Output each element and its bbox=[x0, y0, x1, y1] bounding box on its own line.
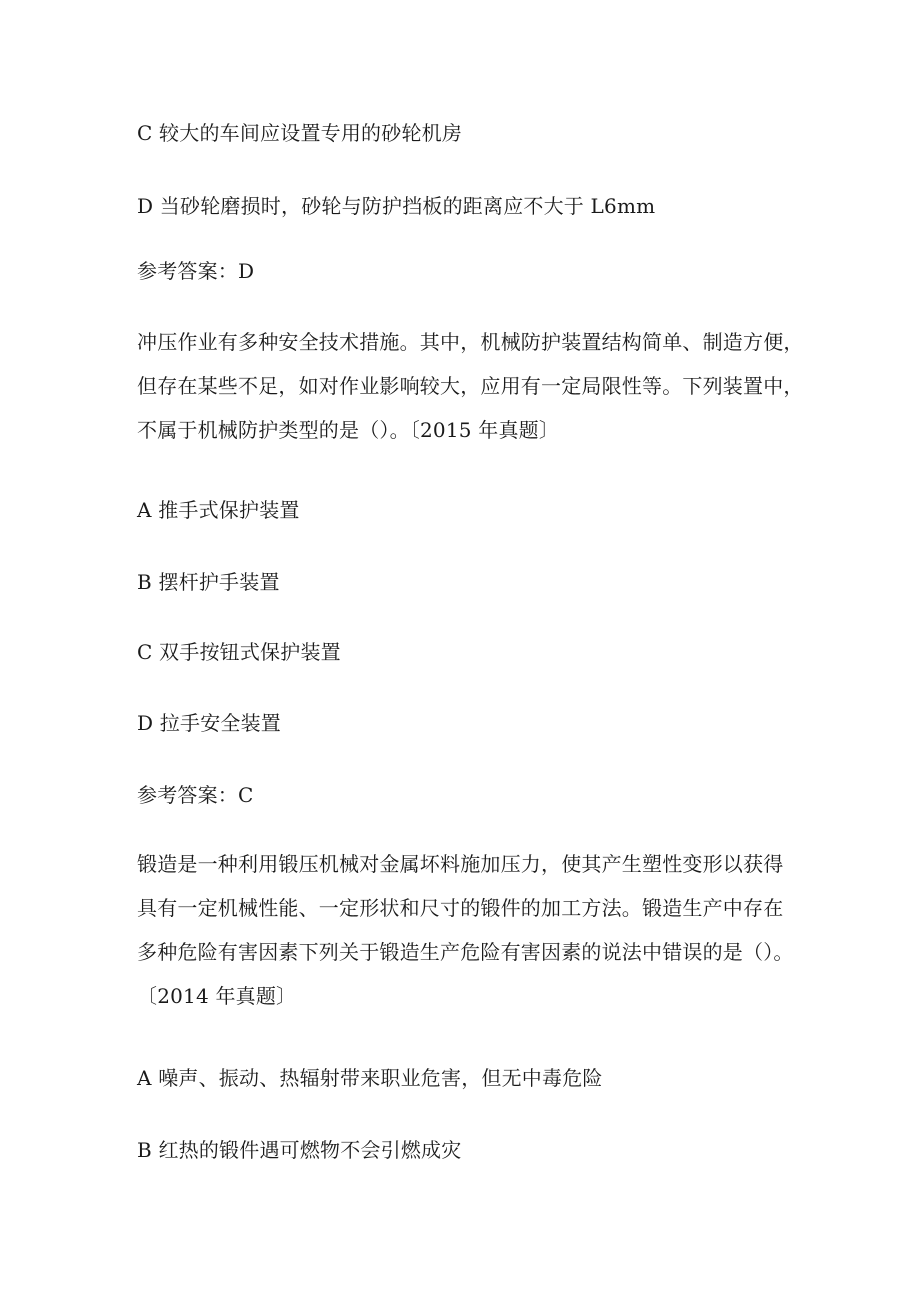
stem-line: 多种危险有害因素下列关于锻造生产危险有害因素的说法中错误的是（）。 bbox=[137, 940, 794, 964]
stem-line: 但存在某些不足，如对作业影响较大，应用有一定局限性等。下列装置中， bbox=[137, 374, 804, 398]
stem-line: 〔2014 年真题〕 bbox=[137, 984, 297, 1008]
stem-line: 具有一定机械性能、一定形状和尺寸的锻件的加工方法。锻造生产中存在 bbox=[137, 896, 784, 920]
stem-line: 冲压作业有多种安全技术措施。其中，机械防护装置结构简单、制造方便， bbox=[137, 330, 804, 354]
option-b-stamping: B 摆杆护手装置 bbox=[137, 570, 280, 594]
question-forging-stem bbox=[137, 842, 817, 1018]
option-a-stamping: A 推手式保护装置 bbox=[137, 498, 300, 522]
option-a-forging: A 噪声、振动、热辐射带来职业危害，但无中毒危险 bbox=[137, 1066, 603, 1090]
option-d-stamping: D 拉手安全装置 bbox=[137, 711, 281, 735]
option-c-prev-question: C 较大的车间应设置专用的砂轮机房 bbox=[137, 121, 463, 145]
question-stamping-stem bbox=[137, 320, 817, 452]
answer-prev-question: 参考答案：D bbox=[137, 259, 255, 283]
stem-line: 锻造是一种利用锻压机械对金属坏料施加压力，使其产生塑性变形以获得 bbox=[137, 852, 784, 876]
answer-stamping: 参考答案：C bbox=[137, 783, 254, 807]
stem-line: 不属于机械防护类型的是（）。〔2015 年真题〕 bbox=[137, 418, 560, 442]
option-d-prev-question: D 当砂轮磨损时，砂轮与防护挡板的距离应不大于 L6mm bbox=[137, 194, 656, 218]
option-c-stamping: C 双手按钮式保护装置 bbox=[137, 640, 341, 664]
option-b-forging: B 红热的锻件遇可燃物不会引燃成灾 bbox=[137, 1138, 462, 1162]
